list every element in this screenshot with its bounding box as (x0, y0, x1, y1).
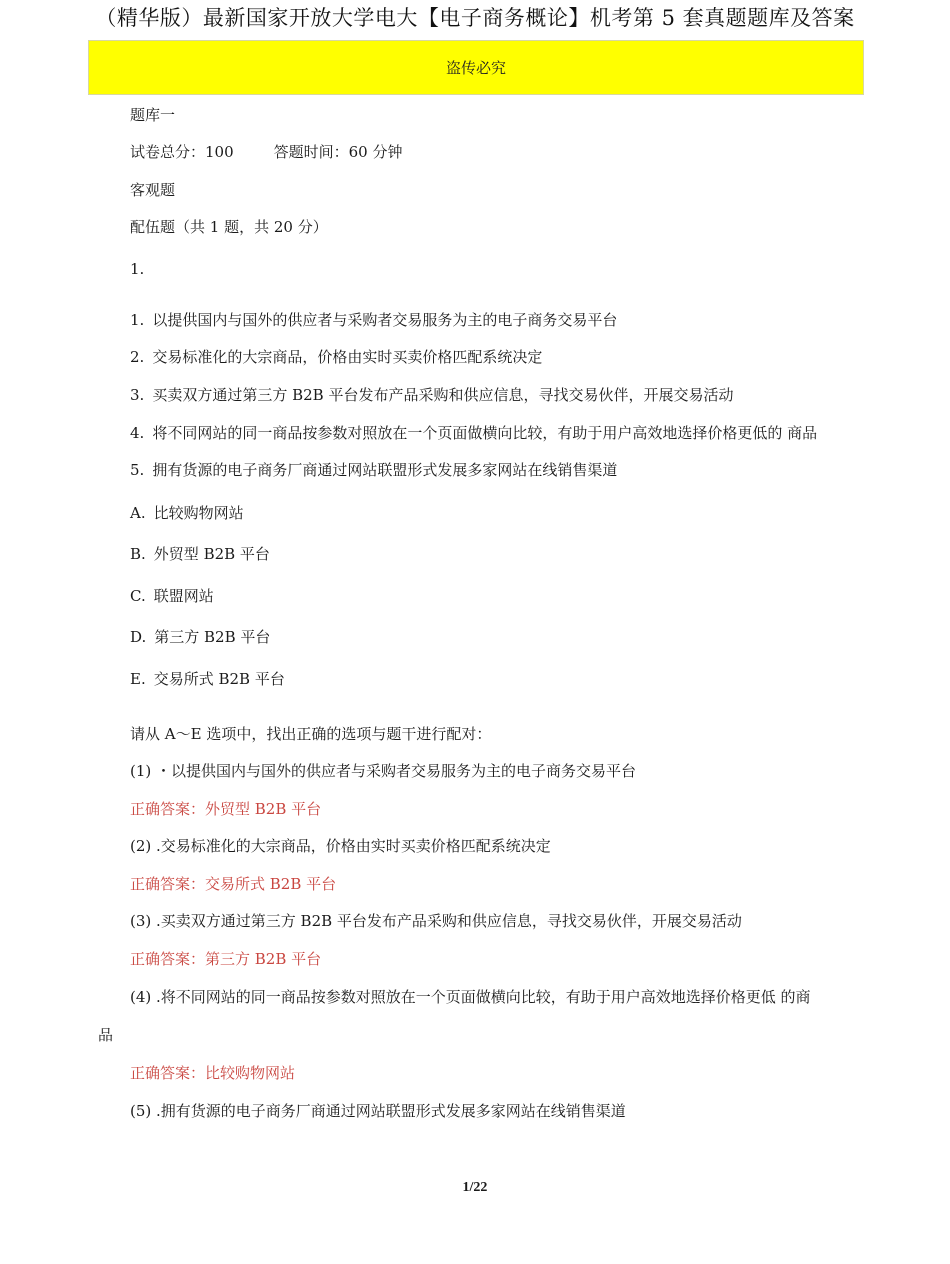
stem-item (130, 460, 617, 480)
stem-text: 以提供国内与国外的供应者与采购者交易服务为主的电子商务交易平台 (152, 311, 618, 329)
stem-item (130, 310, 617, 330)
option-text: 外贸型 B2B 平台 (153, 545, 270, 563)
stem-text: 将不同网站的同一商品按参数对照放在一个页面做横向比较，有助于用户高效地选择价格更低的 商品 (152, 424, 818, 442)
instruction: 请从 A〜E 选项中，找出正确的选项与题干进行配对： (130, 725, 492, 743)
correct-answer: 正确答案：比较购物网站 (130, 1064, 296, 1082)
stem-num: 2. (130, 348, 145, 366)
bank-label: 题库一 (130, 106, 176, 124)
option-item (130, 586, 214, 606)
option-item (130, 544, 270, 564)
stem-num: 4. (130, 424, 145, 442)
stem-num: 3. (130, 386, 145, 404)
correct-answer: 正确答案：外贸型 B2B 平台 (130, 800, 322, 818)
match-question: (2) .交易标准化的大宗商品，价格由实时买卖价格匹配系统决定 (130, 837, 551, 855)
option-letter: B. (130, 545, 146, 563)
piracy-banner (88, 40, 864, 95)
option-item (130, 627, 270, 647)
match-question: (5) .拥有货源的电子商务厂商通过网站联盟形式发展多家网站在线销售渠道 (130, 1102, 626, 1120)
match-question: (4) .将不同网站的同一商品按参数对照放在一个页面做横向比较，有助于用户高效地选择价格更低 的商 (130, 988, 811, 1006)
option-letter: A. (130, 504, 146, 522)
option-item (130, 503, 244, 523)
stem-text: 交易标准化的大宗商品，价格由实时买卖价格匹配系统决定 (152, 348, 543, 366)
correct-answer: 正确答案：第三方 B2B 平台 (130, 950, 322, 968)
section-label: 客观题 (130, 181, 176, 199)
option-letter: E. (130, 670, 146, 688)
option-text: 比较购物网站 (153, 504, 244, 522)
option-text: 第三方 B2B 平台 (154, 628, 271, 646)
stem-item (130, 385, 733, 405)
option-item (130, 669, 285, 689)
question-type: 配伍题（共 1 题，共 20 分） (130, 218, 328, 236)
stem-num: 1. (130, 311, 145, 329)
stem-num: 5. (130, 461, 145, 479)
match-question-wrap: 品 (98, 1026, 114, 1044)
stem-item (130, 347, 542, 367)
document-title: （精华版）最新国家开放大学电大【电子商务概论】机考第 5 套真题题库及答案 (95, 6, 855, 30)
exam-info (130, 142, 403, 162)
correct-answer: 正确答案：交易所式 B2B 平台 (130, 875, 337, 893)
option-text: 交易所式 B2B 平台 (153, 670, 285, 688)
total-score: 试卷总分：100 (130, 143, 234, 161)
time-limit: 答题时间：60 分钟 (273, 143, 403, 161)
option-text: 联盟网站 (153, 587, 214, 605)
stem-text: 买卖双方通过第三方 B2B 平台发布产品采购和供应信息，寻找交易伙伴，开展交易活动 (152, 386, 734, 404)
match-question: (3) .买卖双方通过第三方 B2B 平台发布产品采购和供应信息，寻找交易伙伴，开展交易活动 (130, 912, 742, 930)
question-number: 1. (130, 260, 145, 278)
option-letter: C. (130, 587, 146, 605)
match-question: (1) ・以提供国内与国外的供应者与采购者交易服务为主的电子商务交易平台 (130, 762, 637, 780)
page-number: 1/22 (462, 1180, 488, 1195)
option-letter: D. (130, 628, 147, 646)
stem-text: 拥有货源的电子商务厂商通过网站联盟形式发展多家网站在线销售渠道 (152, 461, 618, 479)
banner-text: 盗传必究 (445, 59, 506, 77)
stem-item (130, 423, 817, 443)
